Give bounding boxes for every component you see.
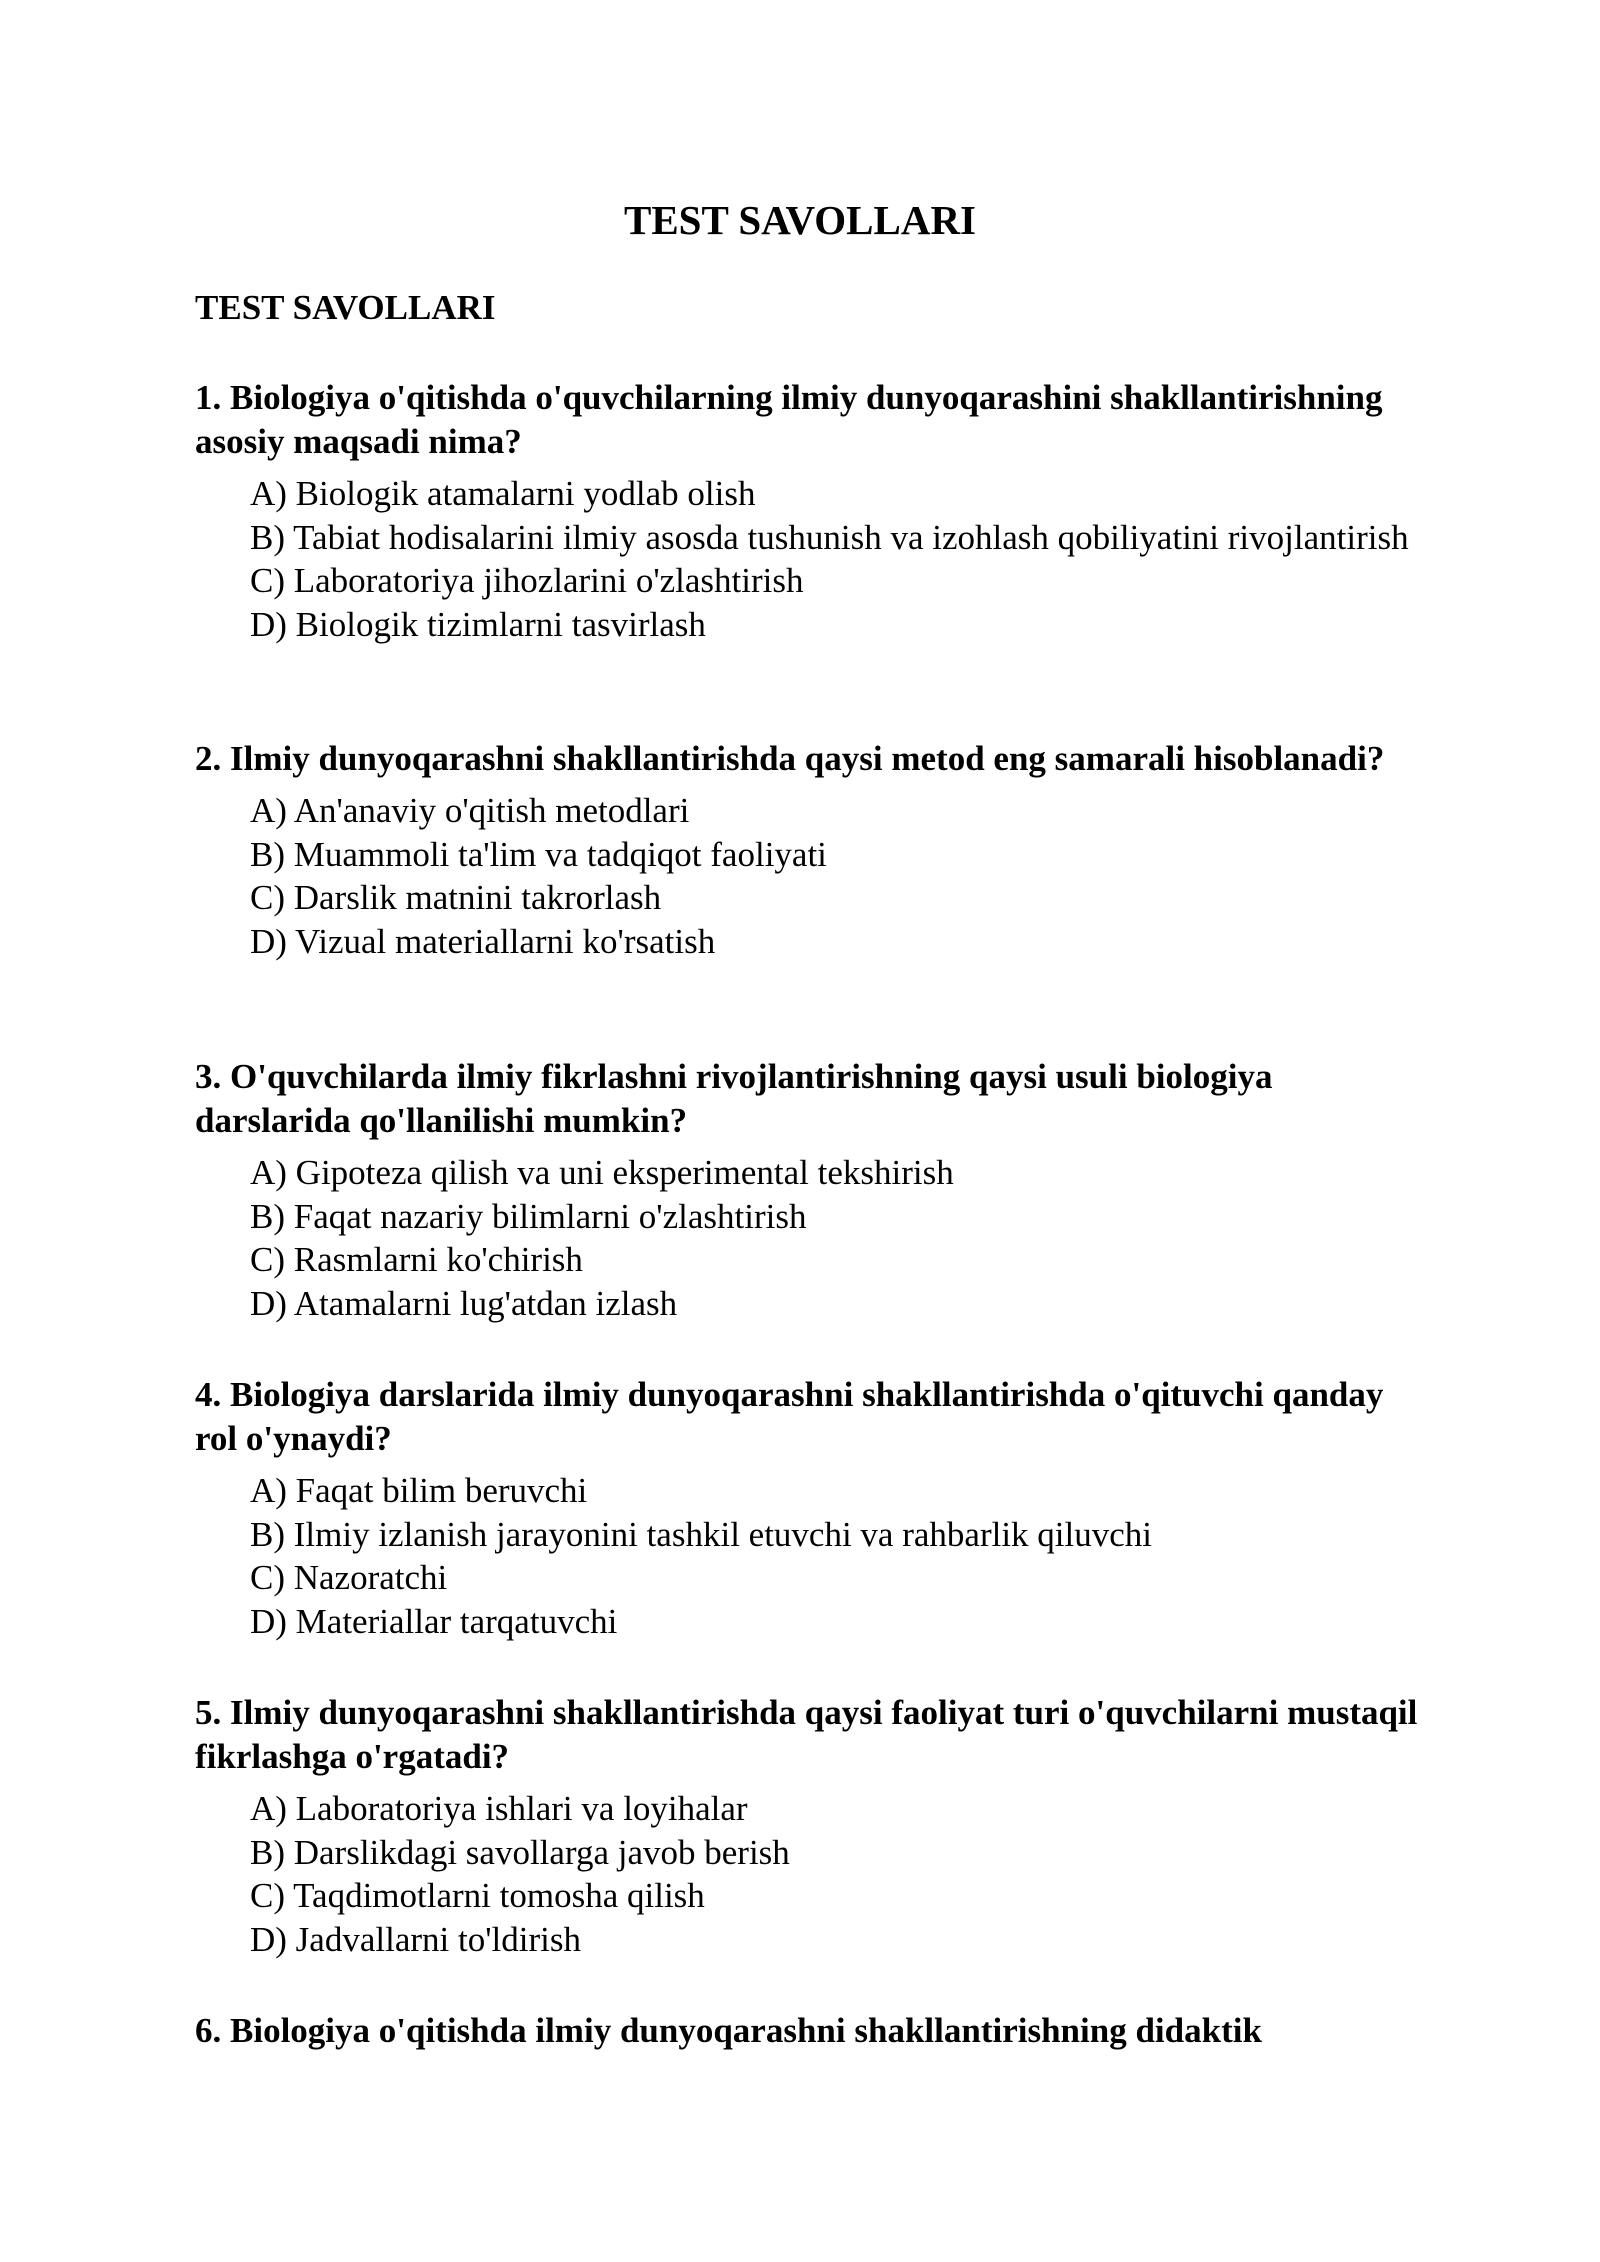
option-d: D) Biologik tizimlarni tasvirlash — [250, 604, 706, 644]
option-d: D) Materiallar tarqatuvchi — [250, 1601, 618, 1641]
options-list — [195, 1469, 1425, 1643]
question-1 — [195, 376, 1425, 646]
option-d: D) Jadvallarni to'ldirish — [250, 1919, 581, 1959]
question-2 — [195, 737, 1425, 963]
option-a: A) Gipoteza qilish va uni eksperimental tekshirish — [250, 1153, 954, 1192]
option-c: C) Darslik matnini takrorlash — [250, 878, 662, 917]
question-6 — [195, 2009, 1425, 2053]
section-heading: TEST SAVOLLARI — [195, 288, 496, 327]
option-a: A) Faqat bilim beruvchi — [250, 1471, 588, 1510]
option-a: A) Biologik atamalarni yodlab olish — [250, 474, 756, 513]
option-c: C) Rasmlarni ko'chirish — [250, 1240, 583, 1279]
option-b: B) Faqat nazariy bilimlarni o'zlashtirish — [250, 1196, 807, 1236]
question-3 — [195, 1055, 1425, 1325]
options-list — [195, 1151, 1425, 1325]
question-text: 1. Biologiya o'qitishda o'quvchilarning ilmiy dunyoqarashini shakllantirishning asosiy maqsadi nima? — [195, 378, 1383, 461]
option-b: B) Muammoli ta'lim va tadqiqot faoliyati — [250, 834, 827, 874]
option-c: C) Nazoratchi — [250, 1558, 448, 1597]
option-b: B) Ilmiy izlanish jarayonini tashkil etuvchi va rahbarlik qiluvchi — [250, 1514, 1153, 1554]
question-text: 3. O'quvchilarda ilmiy fikrlashni rivojlantirishning qaysi usuli biologiya darslarida qo'llanilishi mumkin? — [195, 1057, 1273, 1140]
option-d: D) Vizual materiallarni ko'rsatish — [250, 921, 716, 961]
question-5 — [195, 1691, 1425, 1961]
options-list — [195, 472, 1425, 646]
option-c: C) Laboratoriya jihozlarini o'zlashtirish — [250, 561, 804, 600]
question-text: 5. Ilmiy dunyoqarashni shakllantirishda qaysi faoliyat turi o'quvchilarni mustaqil fikrlashga o'rgatadi? — [195, 1693, 1418, 1776]
options-list — [195, 1787, 1425, 1961]
question-text: 4. Biologiya darslarida ilmiy dunyoqarashni shakllantirishda o'qituvchi qanday rol o'ynaydi? — [195, 1375, 1384, 1458]
question-text: 6. Biologiya o'qitishda ilmiy dunyoqarashni shakllantirishning didaktik — [195, 2011, 1262, 2050]
option-a: A) An'anaviy o'qitish metodlari — [250, 791, 690, 830]
option-b: B) Darslikdagi savollarga javob berish — [250, 1832, 790, 1872]
options-list — [195, 789, 1425, 963]
question-text: 2. Ilmiy dunyoqarashni shakllantirishda qaysi metod eng samarali hisoblanadi? — [195, 739, 1385, 778]
option-a: A) Laboratoriya ishlari va loyihalar — [250, 1789, 748, 1828]
option-b: B) Tabiat hodisalarini ilmiy asosda tushunish va izohlash qobiliyatini rivojlantirish — [250, 517, 1409, 557]
question-4 — [195, 1373, 1425, 1643]
option-c: C) Taqdimotlarni tomosha qilish — [250, 1876, 705, 1915]
document-title: TEST SAVOLLARI — [623, 197, 977, 243]
option-d: D) Atamalarni lug'atdan izlash — [250, 1283, 678, 1323]
